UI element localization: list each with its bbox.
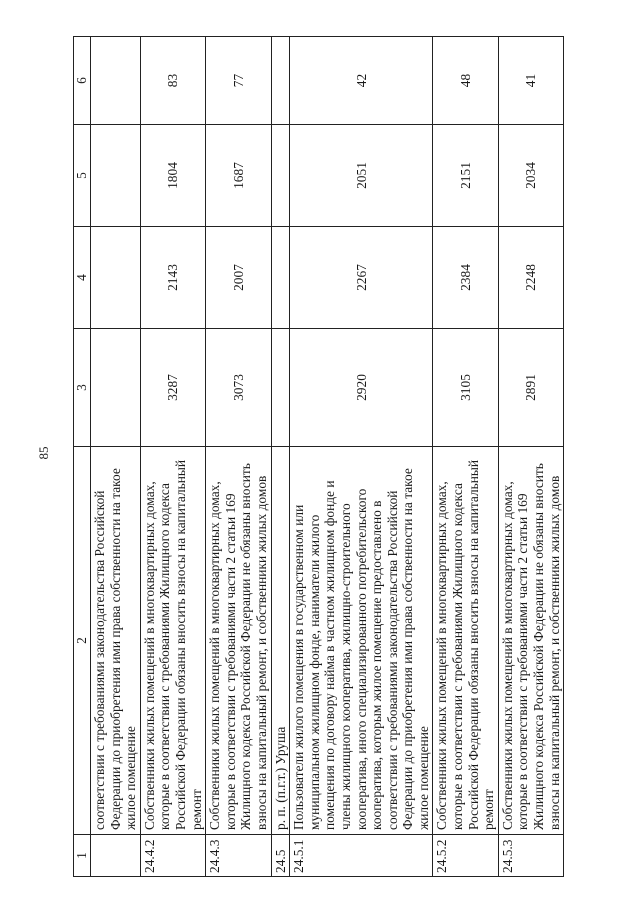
row-description: Пользователи жилого помещения в государственном или муниципальном жилищном фонде, наниматели жилого помещения по договору найма в частном жилищном фонде и члены жилищного кооператива, жилищно-строительного кооператива, иного специализированного потребительского кооператива, которым жилое помещение предоставлено в соответствии с требованиями законодательства Российской Федерации до приобретения ими права собственности на такое жилое помещение xyxy=(290,447,433,835)
row-description: Собственники жилых помещений в многоквартирных домах, которые в соответствии с требованиями части 2 статьи 169 Жилищного кодекса Российской Федерации не обязаны вносить взносы на капитальный ремонт, и собственники жилых домов xyxy=(206,447,271,835)
value-cell: 3073 xyxy=(206,329,271,447)
value-cell: 3105 xyxy=(433,329,498,447)
value-cell: 2384 xyxy=(433,227,498,329)
header-cell: 5 xyxy=(74,125,91,227)
row-code: 24.5.2 xyxy=(433,835,498,877)
value-cell: 42 xyxy=(290,37,433,125)
row-code: 24.4.3 xyxy=(206,835,271,877)
value-cell xyxy=(91,329,141,447)
row-description: р. п. (п.г.т.) Уруша xyxy=(271,447,290,835)
value-cell: 41 xyxy=(498,37,563,125)
value-cell xyxy=(271,329,290,447)
value-cell: 1687 xyxy=(206,125,271,227)
table-row xyxy=(140,37,205,877)
row-code: 24.5 xyxy=(271,835,290,877)
value-cell: 48 xyxy=(433,37,498,125)
rotated-table-container xyxy=(73,37,578,877)
value-cell: 2007 xyxy=(206,227,271,329)
row-description: Собственники жилых помещений в многоквартирных домах, которые в соответствии с требованиями части 2 статьи 169 Жилищного кодекса Российской Федерации не обязаны вносить взносы на капитальный ремонт, и собственники жилых домов xyxy=(498,447,563,835)
value-cell: 2051 xyxy=(290,125,433,227)
table-row xyxy=(290,37,433,877)
table-row xyxy=(498,37,563,877)
header-cell: 6 xyxy=(74,37,91,125)
row-description: Собственники жилых помещений в многоквартирных домах, которые в соответствии с требованиями Жилищного кодекса Российской Федерации обязаны вносить взносы на капитальный ремонт xyxy=(433,447,498,835)
value-cell: 83 xyxy=(140,37,205,125)
value-cell: 2034 xyxy=(498,125,563,227)
value-cell xyxy=(271,125,290,227)
value-cell: 3287 xyxy=(140,329,205,447)
header-cell: 2 xyxy=(74,447,91,835)
row-code: 24.5.3 xyxy=(498,835,563,877)
header-cell: 3 xyxy=(74,329,91,447)
table-row xyxy=(271,37,290,877)
value-cell xyxy=(271,227,290,329)
value-cell: 2891 xyxy=(498,329,563,447)
value-cell xyxy=(91,37,141,125)
row-description: соответствии с требованиями законодательства Российской Федерации до приобретения ими права собственности на такое жилое помещение xyxy=(91,447,141,835)
page-number: 85 xyxy=(36,446,51,460)
value-cell xyxy=(91,227,141,329)
value-cell: 2920 xyxy=(290,329,433,447)
row-code xyxy=(91,835,141,877)
value-cell: 2248 xyxy=(498,227,563,329)
value-cell: 2143 xyxy=(140,227,205,329)
row-code: 24.4.2 xyxy=(140,835,205,877)
table-row xyxy=(206,37,271,877)
table-row xyxy=(91,37,141,877)
row-code: 24.5.1 xyxy=(290,835,433,877)
header-cell: 4 xyxy=(74,227,91,329)
header-cell: 1 xyxy=(74,835,91,877)
table-row xyxy=(433,37,498,877)
value-cell: 2151 xyxy=(433,125,498,227)
value-cell: 2267 xyxy=(290,227,433,329)
row-description: Собственники жилых помещений в многоквартирных домах, которые в соответствии с требованиями Жилищного кодекса Российской Федерации обязаны вносить взносы на капитальный ремонт xyxy=(140,447,205,835)
table-header-row xyxy=(74,37,91,877)
value-cell xyxy=(91,125,141,227)
value-cell: 77 xyxy=(206,37,271,125)
tariff-table xyxy=(73,36,564,877)
value-cell: 1804 xyxy=(140,125,205,227)
value-cell xyxy=(271,37,290,125)
